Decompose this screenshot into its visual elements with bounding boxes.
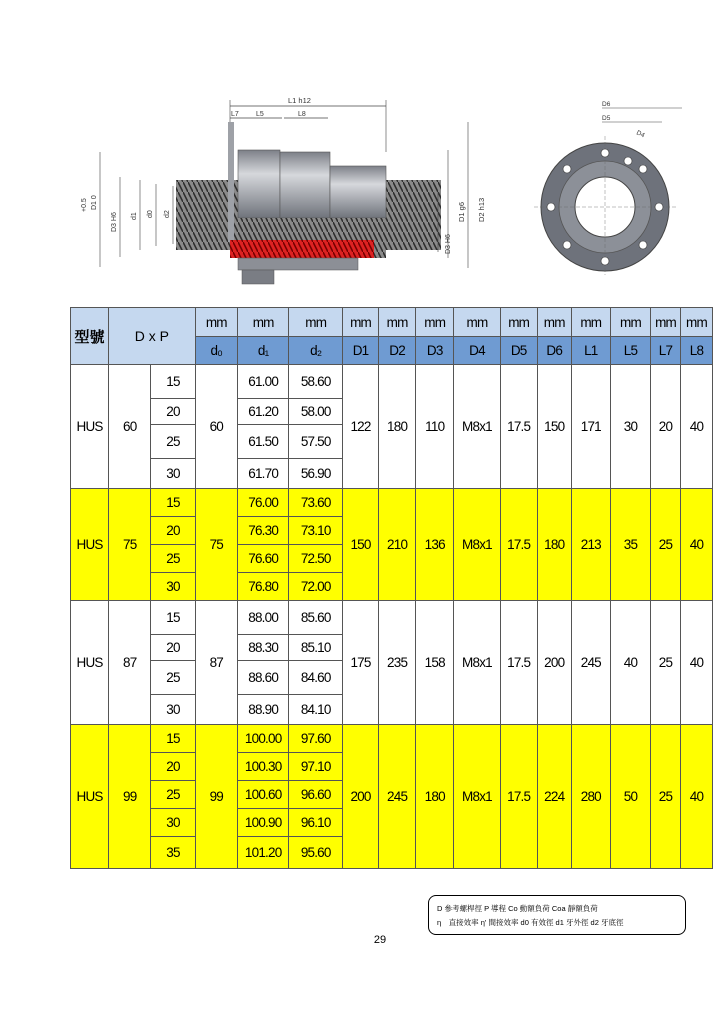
diameter-cell: 75 bbox=[109, 489, 151, 601]
unit-cell: mm bbox=[379, 308, 416, 337]
spec-table bbox=[70, 307, 713, 869]
l8-cell: 40 bbox=[680, 365, 712, 489]
d6-cell: 200 bbox=[537, 601, 571, 725]
d5-cell: 17.5 bbox=[500, 365, 537, 489]
unit-cell: mm bbox=[343, 308, 379, 337]
d3-cell: 158 bbox=[416, 601, 454, 725]
col-header: d₁ bbox=[237, 337, 289, 365]
d4-cell: M8x1 bbox=[454, 489, 500, 601]
d2-cell: 73.10 bbox=[289, 517, 343, 545]
pitch-cell: 20 bbox=[151, 517, 195, 545]
d2-cell: 245 bbox=[379, 725, 416, 869]
l5-cell: 40 bbox=[610, 601, 650, 725]
col-header: D4 bbox=[454, 337, 500, 365]
dim-D6-label: D6 bbox=[602, 101, 611, 108]
pitch-cell: 35 bbox=[151, 837, 195, 869]
flange-front-view bbox=[532, 100, 692, 275]
d1-cell: 122 bbox=[343, 365, 379, 489]
d2-cell: 95.60 bbox=[289, 837, 343, 869]
d1-cell: 100.60 bbox=[237, 781, 289, 809]
dim-D3-left-label: D3 H6 bbox=[111, 212, 118, 232]
d2-cell: 97.60 bbox=[289, 725, 343, 753]
l5-cell: 30 bbox=[610, 365, 650, 489]
d5-cell: 17.5 bbox=[500, 725, 537, 869]
model-cell: HUS bbox=[71, 725, 109, 869]
d2-cell: 97.10 bbox=[289, 753, 343, 781]
d1-cell: 88.30 bbox=[237, 635, 289, 661]
col-header: L5 bbox=[610, 337, 650, 365]
col-header: d₂ bbox=[289, 337, 343, 365]
d2-cell: 72.50 bbox=[289, 545, 343, 573]
dim-D1-left-label: D1 0 bbox=[91, 195, 98, 210]
unit-cell: mm bbox=[454, 308, 500, 337]
legend-line-2: η 直接效率 η' 間接效率 d0 有效徑 d1 牙外徑 d2 牙底徑 bbox=[437, 918, 624, 927]
header-dxp: D x P bbox=[109, 308, 196, 365]
d2-cell: 96.60 bbox=[289, 781, 343, 809]
d2-cell: 73.60 bbox=[289, 489, 343, 517]
d1-cell: 76.60 bbox=[237, 545, 289, 573]
table-row bbox=[71, 365, 713, 399]
pitch-cell: 30 bbox=[151, 695, 195, 725]
d1-cell: 76.30 bbox=[237, 517, 289, 545]
l7-cell: 25 bbox=[651, 601, 681, 725]
d1-cell: 61.00 bbox=[237, 365, 289, 399]
table-row bbox=[71, 489, 713, 517]
unit-cell: mm bbox=[571, 308, 610, 337]
d4-cell: M8x1 bbox=[454, 601, 500, 725]
d6-cell: 180 bbox=[537, 489, 571, 601]
unit-cell: mm bbox=[237, 308, 289, 337]
d1-cell: 175 bbox=[343, 601, 379, 725]
pitch-cell: 15 bbox=[151, 725, 195, 753]
pitch-cell: 30 bbox=[151, 573, 195, 601]
model-cell: HUS bbox=[71, 601, 109, 725]
d2-cell: 85.60 bbox=[289, 601, 343, 635]
d0-cell: 87 bbox=[195, 601, 237, 725]
d1-cell: 88.90 bbox=[237, 695, 289, 725]
d2-cell: 72.00 bbox=[289, 573, 343, 601]
pitch-cell: 20 bbox=[151, 399, 195, 425]
d4-cell: M8x1 bbox=[454, 365, 500, 489]
l7-cell: 25 bbox=[651, 489, 681, 601]
pitch-cell: 25 bbox=[151, 661, 195, 695]
d1-cell: 100.00 bbox=[237, 725, 289, 753]
pitch-cell: 15 bbox=[151, 365, 195, 399]
d1-cell: 76.00 bbox=[237, 489, 289, 517]
pitch-cell: 20 bbox=[151, 635, 195, 661]
unit-cell: mm bbox=[537, 308, 571, 337]
diameter-cell: 60 bbox=[109, 365, 151, 489]
pitch-cell: 15 bbox=[151, 601, 195, 635]
d5-cell: 17.5 bbox=[500, 601, 537, 725]
model-cell: HUS bbox=[71, 489, 109, 601]
unit-cell: mm bbox=[195, 308, 237, 337]
pitch-cell: 20 bbox=[151, 753, 195, 781]
col-header: D5 bbox=[500, 337, 537, 365]
d1-cell: 61.20 bbox=[237, 399, 289, 425]
d2-cell: 84.10 bbox=[289, 695, 343, 725]
diameter-cell: 87 bbox=[109, 601, 151, 725]
col-header: D1 bbox=[343, 337, 379, 365]
l5-cell: 35 bbox=[610, 489, 650, 601]
dim-L8-label: L8 bbox=[298, 111, 306, 118]
d3-cell: 110 bbox=[416, 365, 454, 489]
dim-tol-label: +0.5 bbox=[81, 198, 88, 212]
pitch-cell: 30 bbox=[151, 459, 195, 489]
d2-cell: 58.60 bbox=[289, 365, 343, 399]
dim-L5-label: L5 bbox=[256, 111, 264, 118]
col-header: D3 bbox=[416, 337, 454, 365]
d1-cell: 150 bbox=[343, 489, 379, 601]
col-header: D6 bbox=[537, 337, 571, 365]
pitch-cell: 25 bbox=[151, 781, 195, 809]
unit-cell: mm bbox=[289, 308, 343, 337]
d1-cell: 76.80 bbox=[237, 573, 289, 601]
legend-box bbox=[428, 895, 686, 935]
col-header: D2 bbox=[379, 337, 416, 365]
d2-cell: 84.60 bbox=[289, 661, 343, 695]
dim-d1-label: d1 bbox=[131, 212, 138, 220]
pitch-cell: 30 bbox=[151, 809, 195, 837]
col-header: L1 bbox=[571, 337, 610, 365]
header-model: 型號 bbox=[71, 308, 109, 365]
dim-D5-label: D5 bbox=[602, 115, 611, 122]
dim-D4-label: D4 bbox=[635, 129, 646, 140]
d1-cell: 61.70 bbox=[237, 459, 289, 489]
dim-L7-label: L7 bbox=[231, 111, 239, 118]
diameter-cell: 99 bbox=[109, 725, 151, 869]
spec-table-body bbox=[71, 365, 713, 869]
table-row bbox=[71, 601, 713, 635]
dim-d2-label: d2 bbox=[164, 210, 171, 218]
pitch-cell: 25 bbox=[151, 545, 195, 573]
pitch-cell: 15 bbox=[151, 489, 195, 517]
l7-cell: 20 bbox=[651, 365, 681, 489]
d1-cell: 100.30 bbox=[237, 753, 289, 781]
d5-cell: 17.5 bbox=[500, 489, 537, 601]
nut-section-drawing bbox=[78, 92, 498, 292]
d1-cell: 200 bbox=[343, 725, 379, 869]
d6-cell: 224 bbox=[537, 725, 571, 869]
d2-cell: 235 bbox=[379, 601, 416, 725]
dim-D3-right-label: D3 H6 bbox=[445, 234, 452, 254]
d2-cell: 210 bbox=[379, 489, 416, 601]
col-header: d₀ bbox=[195, 337, 237, 365]
dim-D1-right-label: D1 g6 bbox=[457, 201, 466, 222]
legend-line-1: D 參考螺桿徑 P 導程 Co 動額負荷 Coa 靜額負荷 bbox=[437, 904, 598, 913]
l7-cell: 25 bbox=[651, 725, 681, 869]
col-header: L8 bbox=[680, 337, 712, 365]
d1-cell: 101.20 bbox=[237, 837, 289, 869]
d2-cell: 58.00 bbox=[289, 399, 343, 425]
d3-cell: 136 bbox=[416, 489, 454, 601]
d1-cell: 88.00 bbox=[237, 601, 289, 635]
dim-L1-label: L1 h12 bbox=[288, 96, 311, 105]
l1-cell: 213 bbox=[571, 489, 610, 601]
l8-cell: 40 bbox=[680, 489, 712, 601]
unit-cell: mm bbox=[500, 308, 537, 337]
unit-cell: mm bbox=[610, 308, 650, 337]
d2-cell: 180 bbox=[379, 365, 416, 489]
d6-cell: 150 bbox=[537, 365, 571, 489]
d2-cell: 85.10 bbox=[289, 635, 343, 661]
pitch-cell: 25 bbox=[151, 425, 195, 459]
d1-cell: 61.50 bbox=[237, 425, 289, 459]
d0-cell: 99 bbox=[195, 725, 237, 869]
d1-cell: 100.90 bbox=[237, 809, 289, 837]
d1-cell: 88.60 bbox=[237, 661, 289, 695]
dim-d0-label: d0 bbox=[147, 210, 154, 218]
table-row bbox=[71, 725, 713, 753]
dim-D2-label: D2 h13 bbox=[477, 197, 486, 222]
unit-cell: mm bbox=[416, 308, 454, 337]
col-header: L7 bbox=[651, 337, 681, 365]
unit-cell: mm bbox=[651, 308, 681, 337]
model-cell: HUS bbox=[71, 365, 109, 489]
d3-cell: 180 bbox=[416, 725, 454, 869]
l8-cell: 40 bbox=[680, 601, 712, 725]
d0-cell: 60 bbox=[195, 365, 237, 489]
l1-cell: 171 bbox=[571, 365, 610, 489]
l5-cell: 50 bbox=[610, 725, 650, 869]
page-number: 29 bbox=[373, 934, 387, 946]
l1-cell: 245 bbox=[571, 601, 610, 725]
d2-cell: 56.90 bbox=[289, 459, 343, 489]
d2-cell: 96.10 bbox=[289, 809, 343, 837]
d4-cell: M8x1 bbox=[454, 725, 500, 869]
l1-cell: 280 bbox=[571, 725, 610, 869]
d0-cell: 75 bbox=[195, 489, 237, 601]
unit-cell: mm bbox=[680, 308, 712, 337]
l8-cell: 40 bbox=[680, 725, 712, 869]
d2-cell: 57.50 bbox=[289, 425, 343, 459]
